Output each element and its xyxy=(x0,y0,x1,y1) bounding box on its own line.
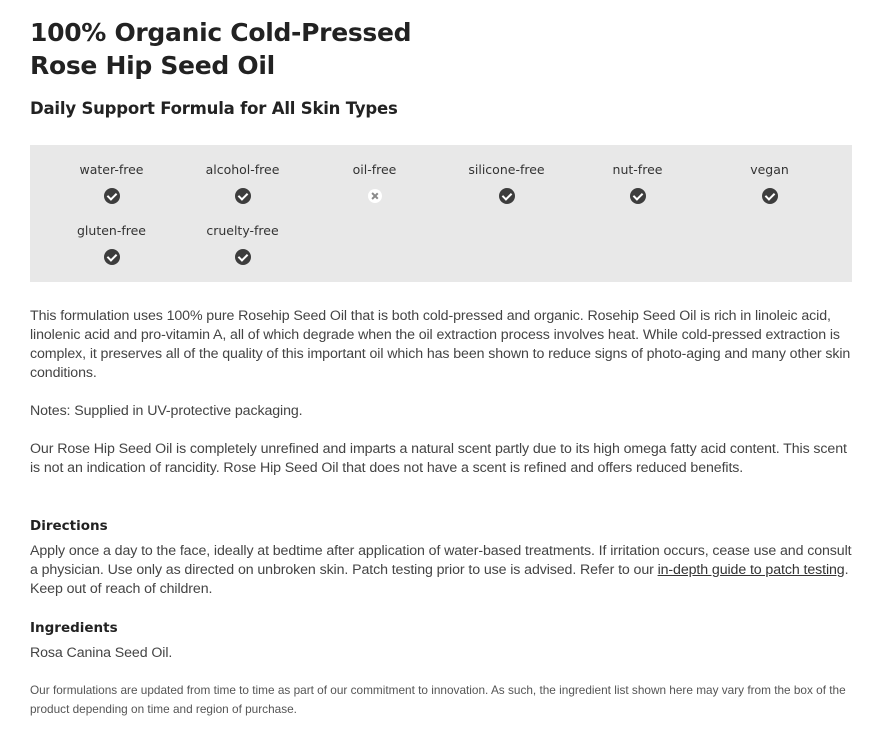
product-title-line-1: 100% Organic Cold-Pressed xyxy=(30,18,412,47)
attribute-label: oil-free xyxy=(352,162,397,177)
directions-heading: Directions xyxy=(30,518,108,534)
attribute-label: cruelty-free xyxy=(206,223,279,238)
directions-text-part: . Keep out of reach of children. xyxy=(30,562,849,597)
attribute-label: gluten-free xyxy=(76,223,146,238)
product-subtitle: Daily Support Formula for All Skin Types xyxy=(30,99,398,118)
ingredients-text: Rosa Canina Seed Oil. xyxy=(30,645,173,661)
check-circle-icon xyxy=(104,249,120,265)
product-title-line-2: Rose Hip Seed Oil xyxy=(30,51,275,80)
check-circle-icon xyxy=(630,188,646,204)
attribute-gluten-free xyxy=(46,222,177,265)
directions-text-part: Apply once a day to the face, ideally at bedtime after application of water-based treatments. If irritation occurs, cease use and consult a physician. Use only as directed on unbroken skin. Patch testing prior to use is advised. Refer to our xyxy=(30,543,852,578)
check-circle-icon xyxy=(104,188,120,204)
scent-paragraph: Our Rose Hip Seed Oil is completely unrefined and imparts a natural scent partly due to its high omega fatty acid content. This scent is not an indication of rancidity. Rose Hip Seed Oil that does not have a scent is refined and offers reduced benefits. xyxy=(30,441,847,476)
attribute-oil-free xyxy=(309,161,440,203)
patch-testing-guide-link[interactable]: in-depth guide to patch testing xyxy=(657,562,845,578)
attribute-label: vegan xyxy=(750,162,789,177)
attribute-alcohol-free xyxy=(177,161,308,204)
check-circle-icon xyxy=(235,249,251,265)
attributes-panel xyxy=(30,145,852,282)
directions-text xyxy=(30,542,852,599)
attribute-label: silicone-free xyxy=(468,162,545,177)
attribute-vegan xyxy=(704,161,835,204)
check-circle-icon xyxy=(499,188,515,204)
attribute-label: water-free xyxy=(79,162,144,177)
ingredients-heading: Ingredients xyxy=(30,620,118,636)
attribute-label: alcohol-free xyxy=(205,162,280,177)
attribute-water-free xyxy=(46,161,177,204)
cross-circle-icon xyxy=(368,189,382,203)
formulation-footnote: Our formulations are updated from time to time as part of our commitment to innovation. As such, the ingredient list shown here may vary from the box of the product depending on time and region of purchase. xyxy=(30,683,846,716)
check-circle-icon xyxy=(235,188,251,204)
attribute-nut-free xyxy=(572,161,703,204)
attribute-cruelty-free xyxy=(177,222,308,265)
check-circle-icon xyxy=(762,188,778,204)
product-title xyxy=(30,16,411,82)
description-paragraph: This formulation uses 100% pure Rosehip Seed Oil that is both cold-pressed and organic. Rosehip Seed Oil is rich in linoleic acid, linolenic acid and pro-vitamin A, all of which degrade when the oil extraction process involves heat. While cold-pressed extraction is complex, it preserves all of the quality of this important oil which has been shown to reduce signs of photo-aging and many other skin conditions. xyxy=(30,308,851,381)
attribute-silicone-free xyxy=(441,161,572,204)
attribute-label: nut-free xyxy=(612,162,663,177)
notes-text: Notes: Supplied in UV-protective packaging. xyxy=(30,403,303,419)
